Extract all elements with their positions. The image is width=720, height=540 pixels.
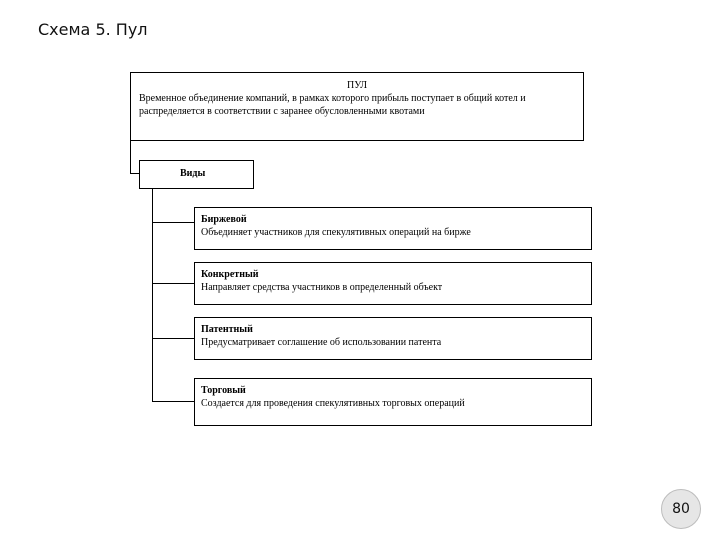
page-number-badge xyxy=(661,489,701,529)
type-name: Биржевой xyxy=(201,214,247,225)
type-name: Конкретный xyxy=(201,269,259,280)
type-description: Создается для проведения спекулятивных торговых операций xyxy=(201,398,465,409)
pul-heading: ПУЛ xyxy=(347,80,367,91)
type-name: Патентный xyxy=(201,324,253,335)
connector-line xyxy=(130,141,131,174)
connector-line xyxy=(152,222,194,223)
type-box-torgovy xyxy=(194,378,592,426)
type-description: Предусматривает соглашение об использовании патента xyxy=(201,337,442,348)
types-header-box xyxy=(139,160,254,189)
type-box-birzhevoy xyxy=(194,207,592,250)
pul-definition-box xyxy=(130,72,584,141)
connector-line xyxy=(152,401,194,402)
slide-title: Схема 5. Пул xyxy=(38,20,148,39)
pul-definition-text: Временное объединение компаний, в рамках которого прибыль поступает в общий котел и распределяется в соответствии с заранее обусловленными квотами xyxy=(139,93,526,117)
type-name: Торговый xyxy=(201,385,246,396)
type-description: Объединяет участников для спекулятивных операций на бирже xyxy=(201,227,471,238)
connector-line xyxy=(152,283,194,284)
type-box-konkretny xyxy=(194,262,592,305)
connector-line xyxy=(152,189,153,402)
connector-line xyxy=(152,338,194,339)
connector-line xyxy=(130,173,139,174)
types-header-label: Виды xyxy=(180,168,206,179)
type-box-patentny xyxy=(194,317,592,360)
type-description: Направляет средства участников в определенный объект xyxy=(201,282,443,293)
page-number: 80 xyxy=(672,501,690,517)
